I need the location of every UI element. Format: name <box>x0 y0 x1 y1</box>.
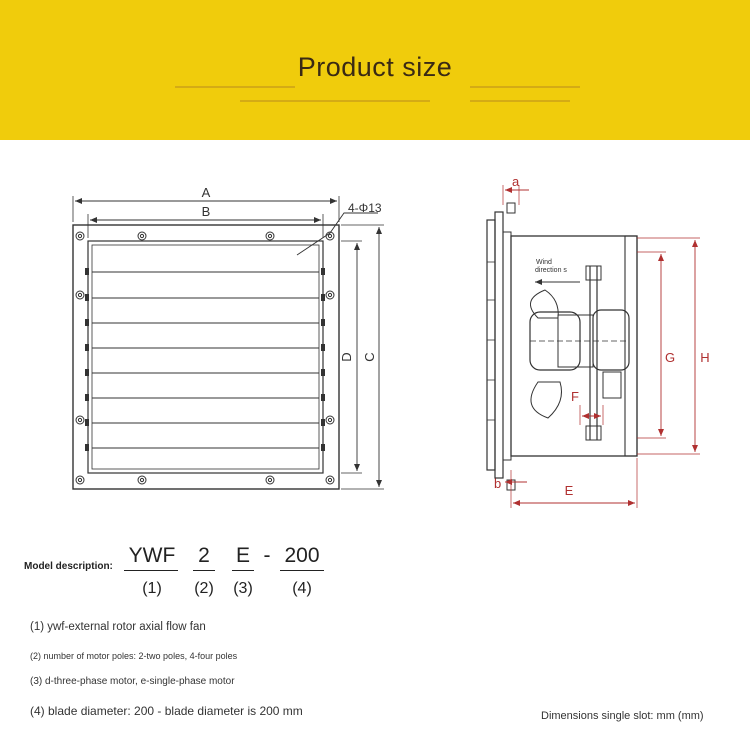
label-a-small: a <box>512 174 520 189</box>
units-note: Dimensions single slot: mm (mm) <box>541 710 704 722</box>
fan-blade <box>530 290 558 318</box>
wind-label <box>535 259 567 274</box>
side-view-labels <box>494 174 710 498</box>
outer-frame <box>73 225 339 489</box>
description-item: (2) number of motor poles: 2-two poles, 4-four poles <box>30 651 238 661</box>
louver-slats <box>92 272 319 448</box>
model-code-phase: E <box>235 544 250 567</box>
motor <box>530 312 580 370</box>
underline <box>280 570 324 571</box>
model-index: (1) <box>142 580 162 597</box>
model-description-label: Model description: <box>24 561 113 572</box>
inner-frame <box>88 241 323 473</box>
model-code-poles: 2 <box>198 544 210 567</box>
model-index: (2) <box>194 580 214 597</box>
description-item: (3) d-three-phase motor, e-single-phase motor <box>30 676 235 687</box>
model-code-diameter: 200 <box>284 544 320 567</box>
hole-note: 4-Φ13 <box>348 201 382 215</box>
side-view <box>487 203 637 490</box>
label-b: B <box>201 204 211 219</box>
side-view-dimensions <box>503 185 700 508</box>
label-h: H <box>700 350 710 365</box>
underline <box>124 570 178 571</box>
page-title: Product size <box>297 52 453 82</box>
model-index: (4) <box>292 580 312 597</box>
label-d: D <box>339 352 354 362</box>
label-f: F <box>571 389 579 404</box>
label-g: G <box>664 350 676 365</box>
description-item: (1) ywf-external rotor axial flow fan <box>30 621 206 633</box>
label-b-small: b <box>494 476 502 491</box>
front-view-labels <box>202 185 382 362</box>
model-index: (3) <box>233 580 253 597</box>
hole-leader-line <box>297 213 378 255</box>
hinge-knobs <box>85 268 325 451</box>
svg-text:direction s: direction s <box>535 267 567 274</box>
label-e: E <box>564 483 574 498</box>
front-view <box>73 196 384 489</box>
model-code-dash: - <box>263 544 271 567</box>
flange <box>487 220 495 470</box>
mounting-holes <box>76 232 334 484</box>
label-c: C <box>362 352 377 362</box>
fan-blade <box>531 382 562 418</box>
underline <box>193 570 215 571</box>
svg-text:Wind: Wind <box>536 259 552 266</box>
label-a: A <box>201 185 211 200</box>
description-item: (4) blade diameter: 200 - blade diameter is 200 mm <box>30 704 303 718</box>
underline <box>232 570 254 571</box>
model-code-series: YWF <box>128 544 176 567</box>
